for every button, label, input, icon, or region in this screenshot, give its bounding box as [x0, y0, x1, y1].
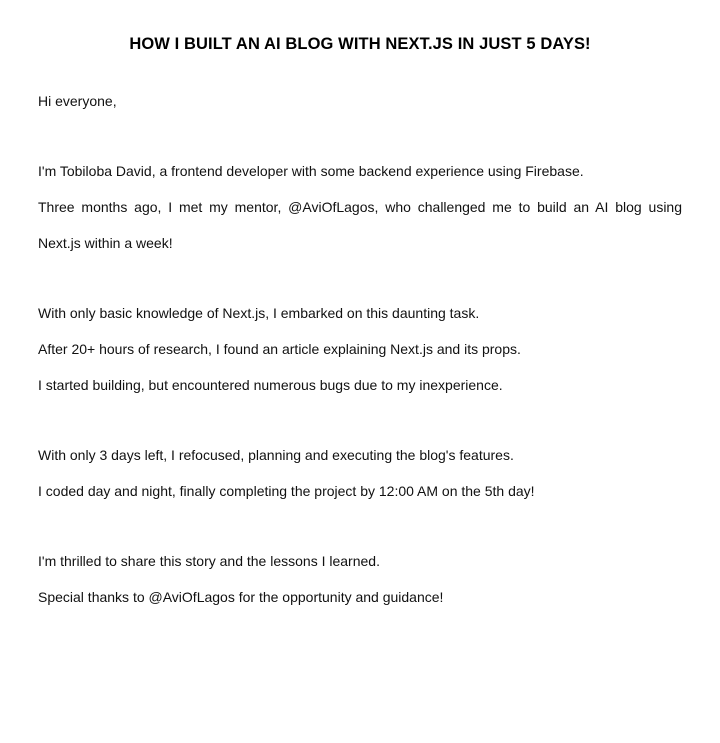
text-line: I'm thrilled to share this story and the lessons I learned. [38, 553, 380, 569]
text-line: I started building, but encountered numerous bugs due to my inexperience. [38, 377, 503, 393]
paragraph-greeting [38, 92, 682, 110]
text-line: I coded day and night, finally completing the project by 12:00 AM on the 5th day! [38, 483, 535, 499]
document-title: HOW I BUILT AN AI BLOG WITH NEXT.JS IN JUST 5 DAYS! [129, 35, 591, 53]
text-line: Next.js within a week! [38, 235, 173, 251]
document-body [38, 92, 682, 606]
text-line: With only 3 days left, I refocused, planning and executing the blog's features. [38, 447, 514, 463]
text-line: With only basic knowledge of Next.js, I embarked on this daunting task. [38, 305, 480, 321]
greeting-line: Hi everyone, [38, 93, 117, 109]
paragraph-completion [38, 446, 682, 500]
paragraph-closing [38, 552, 682, 606]
text-line: Special thanks to @AviOfLagos for the opportunity and guidance! [38, 589, 444, 605]
paragraph-research [38, 304, 682, 394]
paragraph-introduction [38, 162, 682, 252]
text-line: I'm Tobiloba David, a frontend developer with some backend experience using Firebase. [38, 163, 584, 179]
text-line: Three months ago, I met my mentor, @AviOfLagos, who challenged me to build an AI blog using [38, 199, 682, 215]
text-line: After 20+ hours of research, I found an article explaining Next.js and its props. [38, 341, 521, 357]
